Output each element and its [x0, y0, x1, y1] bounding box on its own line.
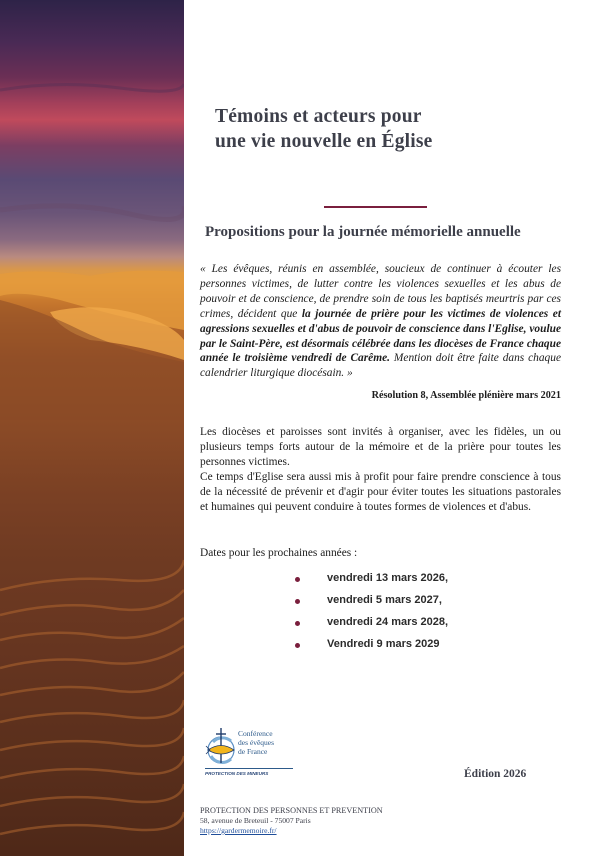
desert-dunes-illustration: [0, 0, 184, 856]
logo-tagline: PROTECTION DES MINEURS: [205, 771, 269, 776]
bullet-icon: [295, 621, 300, 626]
logo-line-3: de France: [238, 747, 268, 756]
resolution-quote: [200, 262, 561, 381]
body-paragraph-2: Ce temps d'Eglise sera aussi mis à profit pour faire prendre conscience à tous de la nécessité de prévenir et d'agir pour éviter toutes les situations pastorales et humaines qui peuvent conduire à toutes formes de violences et d'abus.: [200, 470, 561, 513]
bullet-icon: [295, 599, 300, 604]
title-line-2: une vie nouvelle en Église: [215, 131, 433, 152]
edition-label: Édition 2026: [464, 768, 527, 780]
document-subtitle: Propositions pour la journée mémorielle annuelle: [205, 224, 521, 240]
title-line-1: Témoins et acteurs pour: [215, 106, 422, 127]
quote-text-bold: la journée de prière pour les victimes de violences et agressions sexuelles et d'abus de pouvoir de conscience dans l'Eglise, voulue par le Saint-Père, est désormais célébrée dans les diocèses de France chaque année le troisième vendredi de Carême.: [200, 307, 562, 365]
quote-text-part-1: « Les évêques, réunis en assemblée, soucieux de continuer à écouter les personnes victimes, de lutter contre les violences sexuelles et les abus de pouvoir et de conscience, de prendre soin de tous les baptisés meurtris par ces crimes, décident que: [200, 263, 561, 320]
quote-text-part-2: Mention doit être faite dans chaque calendrier liturgique diocésain. »: [200, 352, 561, 380]
logo-wordmark: [238, 729, 274, 756]
document-title: [215, 104, 575, 154]
footer-address: 58, avenue de Breteuil - 75007 Paris: [200, 816, 311, 825]
date-text: vendredi 13 mars 2026,: [327, 572, 449, 584]
title-divider: [324, 206, 427, 208]
logo-line-1: Conférence: [238, 729, 273, 738]
date-text: Vendredi 9 mars 2029: [327, 638, 440, 650]
quote-source: Résolution 8, Assemblée plénière mars 2021: [371, 390, 561, 401]
footer-organization: PROTECTION DES PERSONNES ET PREVENTION: [200, 806, 383, 815]
logo-divider: [205, 768, 293, 769]
cef-logo: [205, 726, 305, 782]
website-link[interactable]: https://gardermemoire.fr/: [200, 826, 277, 835]
desert-cover-image: [0, 0, 184, 856]
bullet-icon: [295, 643, 300, 648]
logo-line-2: des évêques: [238, 738, 275, 747]
dates-heading: Dates pour les prochaines années :: [200, 547, 358, 559]
bullet-icon: [295, 577, 300, 582]
date-text: vendredi 24 mars 2028,: [327, 616, 449, 628]
body-text: [200, 425, 561, 514]
cross-fish-emblem-icon: [205, 726, 239, 768]
body-paragraph-1: Les diocèses et paroisses sont invités à organiser, avec les fidèles, un ou plusieurs temps forts autour de la mémoire et de la prière pour toutes les personnes victimes.: [200, 426, 561, 468]
footer: [200, 805, 383, 835]
date-text: vendredi 5 mars 2027,: [327, 594, 442, 606]
